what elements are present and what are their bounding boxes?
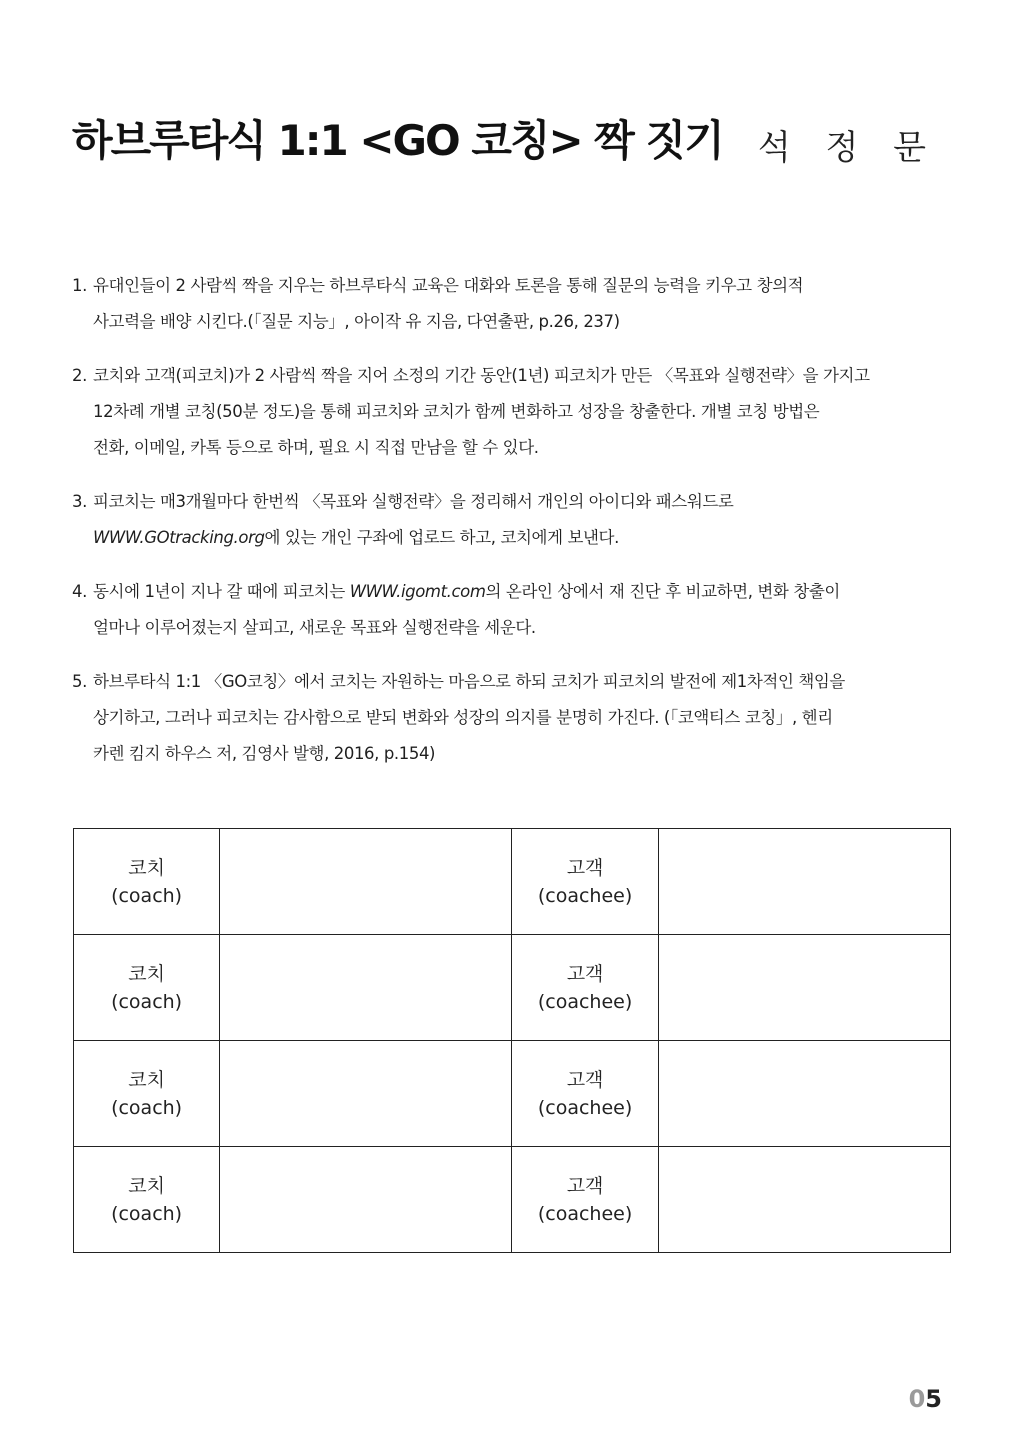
item-line-pre: 동시에 1년이 지나 갈 때에 피코치는 [93,582,350,601]
item-line [93,574,952,610]
coachee-label-en: (coachee) [537,1096,633,1119]
coachee-label-cell [512,1147,658,1253]
item-line: 하브루타식 1:1 〈GO코칭〉에서 코치는 자원하는 마음으로 하되 코치가 피코치의 발전에 제1차적인 책임을 [93,672,845,691]
coachee-label: 고객 [566,962,604,985]
item-line: 12차례 개별 코칭(50분 정도)을 통해 피코치와 코치가 함께 변화하고 성장을 창출한다. 개별 코칭 방법은 [93,402,820,421]
coach-name-cell[interactable] [220,829,512,935]
item-line: 얼마나 이루어졌는지 살피고, 새로운 목표와 실행전략을 세운다. [93,618,536,637]
pairing-table [73,828,951,1253]
list-item [72,358,952,466]
coachee-label-cell [512,935,658,1041]
coach-label: 코치 [128,1068,165,1091]
page-title: 하브루타식 1:1 <GO 코칭> 짝 짓기 [72,116,723,165]
coachee-name-cell[interactable] [658,935,950,1041]
website-url[interactable]: WWW.GOtracking.org [93,528,265,547]
coachee-name-cell[interactable] [658,1147,950,1253]
coach-label: 코치 [128,856,165,879]
website-url[interactable]: WWW.igomt.com [349,582,486,601]
coach-label-en: (coach) [111,1202,183,1225]
coachee-label-en: (coachee) [537,884,633,907]
table-row [74,1147,951,1253]
list-item [72,664,952,772]
coach-label-cell [74,829,220,935]
coach-label-en: (coach) [111,1096,183,1119]
coach-label: 코치 [128,1174,165,1197]
coachee-label: 고객 [566,856,604,879]
list-item [72,484,952,556]
table-row [74,1041,951,1147]
coachee-label-en: (coachee) [537,990,633,1013]
item-line-rest: 에 있는 개인 구좌에 업로드 하고, 코치에게 보낸다. [264,528,619,547]
item-line: 상기하고, 그러나 피코치는 감사함으로 받되 변화와 성장의 의지를 분명히 가진다. (「코액티스 코칭」, 헨리 [93,708,833,727]
item-line-post: 의 온라인 상에서 재 진단 후 비교하면, 변화 창출이 [485,582,840,601]
item-line: 전화, 이메일, 카톡 등으로 하며, 필요 시 직접 만남을 할 수 있다. [93,438,539,457]
item-line: 유대인들이 2 사람씩 짝을 지우는 하브루타식 교육은 대화와 토론을 통해 질문의 능력을 키우고 창의적 [93,276,804,295]
coach-label-cell [74,1147,220,1253]
item-line [93,520,952,556]
list-item [72,574,952,646]
coach-label: 코치 [128,962,165,985]
table-row [74,935,951,1041]
coachee-label-en: (coachee) [537,1202,633,1225]
item-number: 1. [72,276,87,295]
page-number-prefix: 0 [908,1385,926,1413]
item-number: 2. [72,366,87,385]
coach-label-en: (coach) [111,884,183,907]
coachee-name-cell[interactable] [658,1041,950,1147]
coach-name-cell[interactable] [220,1041,512,1147]
item-number: 4. [72,582,87,601]
item-line: 피코치는 매3개월마다 한번씩 〈목표와 실행전략〉을 정리해서 개인의 아이디와 패스워드로 [93,492,734,511]
coachee-name-cell[interactable] [658,829,950,935]
page-number-main: 5 [925,1385,942,1413]
author-name: 석 정 문 [757,128,938,168]
coachee-label-cell [512,1041,658,1147]
coachee-label-cell [512,829,658,935]
coach-name-cell[interactable] [220,1147,512,1253]
page-number [909,1385,942,1413]
table-row [74,829,951,935]
item-line: 사고력을 배양 시킨다.(「질문 지능」, 아이작 유 지음, 다연출판, p.26, 237) [93,312,620,331]
numbered-list [72,268,952,790]
list-item [72,268,952,340]
coach-label-cell [74,935,220,1041]
coach-label-cell [74,1041,220,1147]
coach-name-cell[interactable] [220,935,512,1041]
coachee-label: 고객 [566,1068,604,1091]
coach-label-en: (coach) [111,990,183,1013]
item-line: 코치와 고객(피코치)가 2 사람씩 짝을 지어 소정의 기간 동안(1년) 피코치가 만든 〈목표와 실행전략〉을 가지고 [93,366,870,385]
item-number: 5. [72,672,87,691]
item-number: 3. [72,492,87,511]
coachee-label: 고객 [566,1174,604,1197]
item-line: 카렌 킴지 하우스 저, 김영사 발행, 2016, p.154) [93,744,436,763]
